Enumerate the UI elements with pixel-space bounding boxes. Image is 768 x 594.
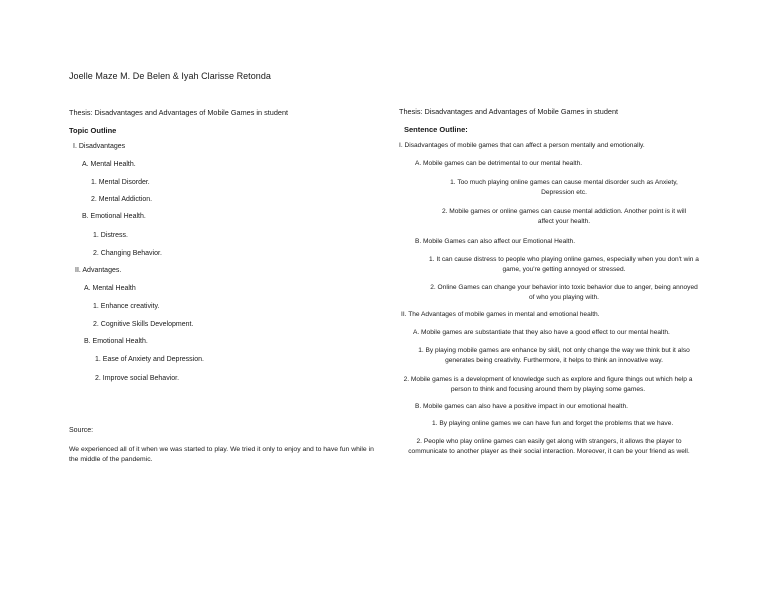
outline-item: 2. Improve social Behavior. [95,375,180,382]
sentence-line: 1. Too much playing online games can cause mental disorder such as Anxiety, Depression etc. [450,179,678,196]
outline-item: 1. Ease of Anxiety and Depression. [95,356,204,363]
right-thesis: Thesis: Disadvantages and Advantages of Mobile Games in student [399,107,619,116]
outline-item: I. Disadvantages [73,143,126,150]
outline-item: 1. Enhance creativity. [93,303,160,310]
sentence-line: 2. Online Games can change your behavior into toxic behavior due to anger, being annoyed of who you playing with. [430,284,698,301]
sentence-line: 1. By playing online games we can have fun and forget the problems that we have. [432,420,674,427]
left-thesis: Thesis: Disadvantages and Advantages of Mobile Games in student [69,108,289,117]
sentence-line: B. Mobile Games can also affect our Emotional Health. [415,238,576,245]
outline-item: B. Emotional Health. [82,213,146,220]
authors: Joelle Maze M. De Belen & Iyah Clarisse Retonda [69,71,271,81]
sentence-line: 2. Mobile games or online games can cause mental addiction. Another point is it will affect your health. [441,208,687,225]
sentence-line: 2. People who play online games can easily get along with strangers, it allows the player to communicate to another player as their social interaction. Moreover, it can be your friend as well. [408,438,690,455]
sentence-line: A. Mobile games can be detrimental to our mental health. [415,160,583,167]
outline-item: 2. Changing Behavior. [93,250,162,257]
outline-item: 1. Distress. [93,232,129,239]
sentence-line: 1. It can cause distress to people who playing online games, especially when you don't win a game, you're getting annoyed or stressed. [429,256,699,273]
outline-item: 2. Cognitive Skills Development. [93,321,194,328]
outline-item: A. Mental Health [84,285,136,292]
sentence-outline-heading: Sentence Outline: [404,125,468,134]
sentence-line: I. Disadvantages of mobile games that can affect a person mentally and emotionally. [399,142,645,149]
source-text: We experienced all of it when we was started to play. We tried it only to enjoy and to have fun while in the middle of the pandemic. [69,446,374,463]
sentence-line: 2. Mobile games is a development of knowledge such as explore and figure things out which help a person to think and focusing around them by playing some games. [403,376,693,393]
outline-item: 1. Mental Disorder. [91,179,150,186]
source-label: Source: [69,427,94,434]
sentence-line: 1. By playing mobile games are enhance by skill, not only change the way we think but it also generates being creativity. Furthermore, it helps to think an innovative way. [418,347,690,364]
topic-outline-heading: Topic Outline [69,126,117,135]
sentence-line: B. Mobile games can also have a positive impact in our emotional health. [415,403,628,410]
outline-item: II. Advantages. [75,267,122,274]
sentence-line: A. Mobile games are substantiate that they also have a good effect to our mental health. [413,329,670,336]
outline-item: B. Emotional Health. [84,338,148,345]
outline-item: A. Mental Health. [82,161,136,168]
sentence-line: II. The Advantages of mobile games in mental and emotional health. [401,311,600,318]
outline-item: 2. Mental Addiction. [91,196,153,203]
